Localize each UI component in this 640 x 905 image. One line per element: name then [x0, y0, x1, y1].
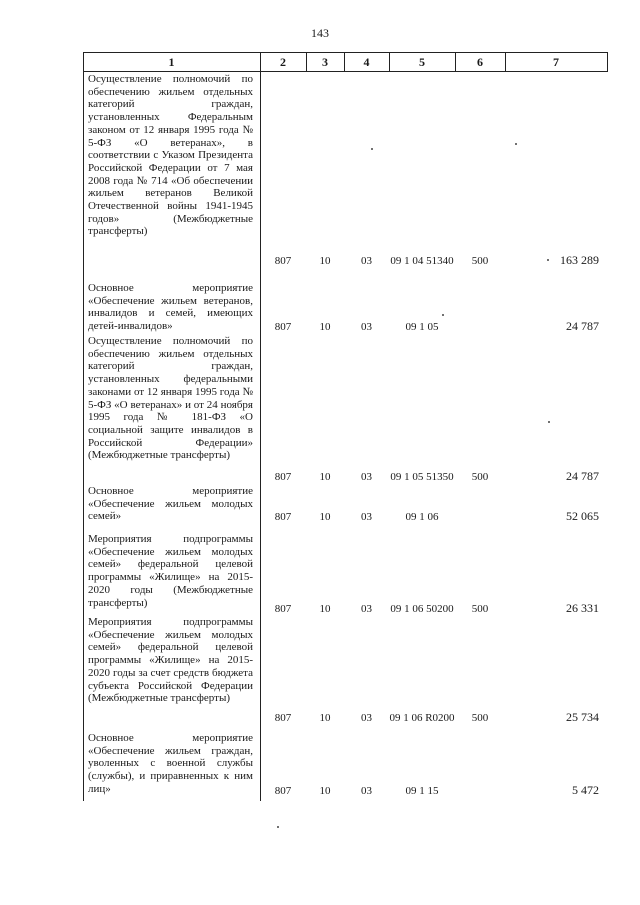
column-header-6: 6: [477, 55, 483, 69]
cell-admin-code: 807: [274, 321, 292, 333]
header-bottom-border: [83, 71, 608, 72]
cell-subsection: 03: [361, 785, 372, 797]
cell-expense-type: 500: [471, 471, 489, 483]
cell-amount: 5 472: [572, 783, 599, 797]
col-divider: [607, 52, 608, 72]
cell-target-article: 09 1 06 50200: [390, 603, 454, 615]
cell-section: 10: [319, 471, 331, 483]
column-header-2: 2: [280, 55, 286, 69]
row-description: Основное мероприятие «Обеспечение жильем молодых семей»: [88, 485, 253, 523]
cell-expense-type: 500: [471, 712, 489, 724]
cell-target-article: 09 1 06 R0200: [389, 712, 455, 724]
cell-target-article: 09 1 06: [405, 511, 439, 523]
row-description: Осуществление полномочий по обеспечению жильем отдельных категорий граждан, установленных Федеральным законом от 12 января 1995 года № 5-ФЗ «О ветеранах», в соответствии с Указом Президента Российской Федерации от 7 мая 2008 года № 714 «Об обеспечении жильем ветеранов Великой Отечественной войны 1941-1945 годов» (Межбюджетные трансферты): [88, 73, 253, 238]
cell-admin-code: 807: [274, 712, 292, 724]
row-description: Основное мероприятие «Обеспечение жильем граждан, уволенных с военной службы (службы), и приравненных к ним лиц»: [88, 732, 253, 795]
cell-section: 10: [319, 255, 331, 267]
cell-admin-code: 807: [274, 471, 292, 483]
cell-amount: 26 331: [566, 601, 599, 615]
scan-speck: [442, 314, 444, 316]
cell-section: 10: [319, 321, 331, 333]
cell-section: 10: [319, 712, 331, 724]
cell-expense-type: 500: [471, 255, 489, 267]
cell-amount: 25 734: [566, 710, 599, 724]
cell-amount: 24 787: [566, 469, 599, 483]
column-header-5: 5: [419, 55, 425, 69]
table-top-border: [83, 52, 608, 53]
cell-section: 10: [319, 785, 331, 797]
cell-subsection: 03: [361, 511, 372, 523]
scan-speck: [515, 143, 517, 145]
col-divider: [83, 52, 84, 801]
column-header-4: 4: [363, 55, 370, 69]
cell-subsection: 03: [361, 255, 372, 267]
row-description: Основное мероприятие «Обеспечение жильем ветеранов, инвалидов и семей, имеющих детей-инвалидов»: [88, 282, 253, 333]
cell-expense-type: 500: [471, 603, 489, 615]
cell-amount: 163 289: [560, 253, 599, 267]
column-header-1: 1: [168, 55, 175, 69]
cell-target-article: 09 1 15: [405, 785, 439, 797]
row-description: Осуществление полномочий по обеспечению жильем отдельных категорий граждан, установленных федеральными законами от 12 января 1995 года № 5-ФЗ «О ветеранах» и от 24 ноября 1995 года № 181-ФЗ «О социальной защите инвалидов в Российской Федерации» (Межбюджетные трансферты): [88, 335, 253, 462]
cell-section: 10: [319, 511, 331, 523]
cell-target-article: 09 1 05 51350: [390, 471, 454, 483]
cell-admin-code: 807: [274, 511, 292, 523]
column-header-3: 3: [322, 55, 328, 69]
row-description: Мероприятия подпрограммы «Обеспечение жильем молодых семей» федеральной целевой программы «Жилище» на 2015-2020 годы за счет средств бюджета субъекта Российской Федерации (Межбюджетные трансферты): [88, 616, 253, 705]
row-description: Мероприятия подпрограммы «Обеспечение жильем молодых семей» федеральной целевой программы «Жилище» на 2015-2020 годы (Межбюджетные трансферты): [88, 533, 253, 609]
cell-amount: 24 787: [566, 319, 599, 333]
col-divider: [260, 52, 261, 801]
page-number: 143: [311, 26, 329, 40]
cell-amount: 52 065: [566, 509, 599, 523]
cell-subsection: 03: [361, 712, 372, 724]
cell-subsection: 03: [361, 471, 372, 483]
cell-subsection: 03: [361, 603, 372, 615]
cell-admin-code: 807: [274, 785, 292, 797]
scan-speck: [371, 148, 373, 150]
scan-speck: [277, 826, 279, 828]
scan-speck: [547, 259, 549, 261]
cell-admin-code: 807: [274, 255, 292, 267]
column-header-7: 7: [553, 55, 559, 69]
cell-subsection: 03: [361, 321, 372, 333]
cell-target-article: 09 1 04 51340: [390, 255, 454, 267]
scan-speck: [548, 421, 550, 423]
cell-target-article: 09 1 05: [405, 321, 439, 333]
cell-section: 10: [319, 603, 331, 615]
budget-table: [83, 52, 608, 801]
cell-admin-code: 807: [274, 603, 292, 615]
